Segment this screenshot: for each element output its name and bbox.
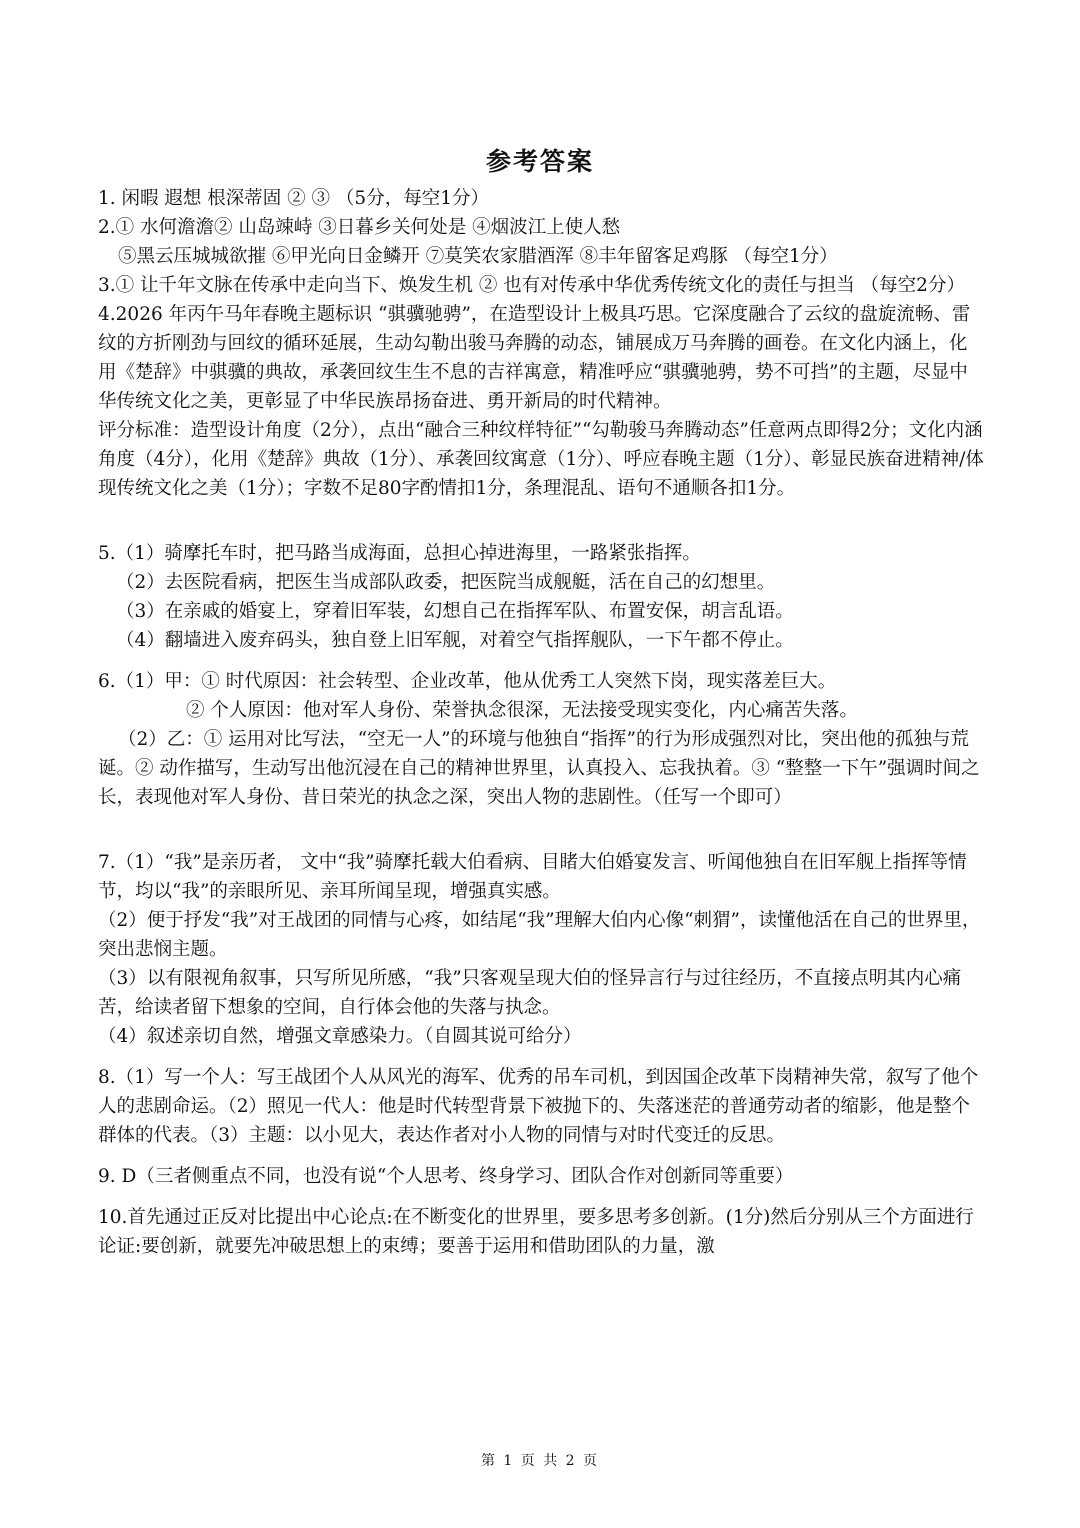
answer-3: 3.① 让千年文脉在传承中走向当下、焕发生机 ② 也有对传承中华优秀传统文化的责任与担当 （每空2分） [98,275,965,296]
answer-7-item-1: 7.（1）“我”是亲历者， 文中“我”骑摩托载大伯看病、目睹大伯婚宴发言、听闻他独自在旧军舰上指挥等情节，均以“我”的亲眼所见、亲耳所闻呈现，增强真实感。 [98,852,967,902]
spacer [98,1150,984,1162]
answer-4: 4.2026 年丙午马年春晚主题标识 “骐骥驰骋”，在造型设计上极具巧思。它深度融合了云纹的盘旋流畅、雷纹的方折刚劲与回纹的循环延展，生动勾勒出骏马奔腾的动态，铺展成万马奔腾的画卷。在文化内涵上，化用《楚辞》中骐骥的典故，承袭回纹生生不息的吉祥寓意，精准呼应“骐骥驰骋，势不可挡”的主题，尽显中华传统文化之美，更彰显了中华民族昂扬奋进、勇开新局的时代精神。 [98,304,971,412]
page-title: 参考答案 [485,147,594,176]
spacer [98,1191,984,1203]
answer-6-part-1b: ② 个人原因：他对军人身份、荣誉执念很深，无法接受现实变化，内心痛苦失落。 [186,700,858,721]
page-number: 第 1 页 共 2 页 [480,1453,600,1469]
answer-5-item-4: （4）翻墙进入废弃码头，独自登上旧军舰，对着空气指挥舰队，一下午都不停止。 [116,630,794,651]
spacer [98,503,984,539]
answer-2-line-1: 2.① 水何澹澹② 山岛竦峙 ③日暮乡关何处是 ④烟波江上使人愁 [98,217,621,238]
answer-10: 10.首先通过正反对比提出中心论点:在不断变化的世界里，要多思考多创新。(1分)然后分别从三个方面进行论证:要创新，就要先冲破思想上的束缚；要善于运用和借助团队的力量，激 [98,1207,974,1257]
answer-5-item-1: 5.（1）骑摩托车时，把马路当成海面，总担心掉进海里，一路紧张指挥。 [98,543,701,564]
answer-7-item-2: （2）便于抒发“我”对王战团的同情与心疼，如结尾“我”理解大伯内心像“刺猬”，读懂他活在自己的世界里，突出悲悯主题。 [98,910,981,960]
spacer [98,812,984,848]
answer-9: 9. D（三者侧重点不同，也没有说“个人思考、终身学习、团队合作对创新同等重要） [98,1166,794,1187]
answer-6-part-1: 6.（1）甲：① 时代原因：社会转型、企业改革，他从优秀工人突然下岗，现实落差巨大。 [98,671,837,692]
answer-content [98,184,984,1261]
answer-5-item-3: （3）在亲戚的婚宴上，穿着旧军装，幻想自己在指挥军队、布置安保，胡言乱语。 [116,601,794,622]
answer-1: 1. 闲暇 遐想 根深蒂固 ② ③ （5分，每空1分） [98,188,489,209]
spacer [98,655,984,667]
answer-2-line-2: ⑤黑云压城城欲摧 ⑥甲光向日金鳞开 ⑦莫笑农家腊酒浑 ⑧丰年留客足鸡豚 （每空1分） [118,246,838,267]
answer-6-part-2: （2）乙：① 运用对比写法，“空无一人”的环境与他独自“指挥”的行为形成强烈对比，突出他的孤独与荒诞。② 动作描写，生动写出他沉浸在自己的精神世界里，认真投入、忘我执着。③ “整整一下午”强调时间之长，表现他对军人身份、昔日荣光的执念之深，突出人物的悲剧性。（任写一个即可） [98,729,980,808]
spacer [98,1051,984,1063]
answer-8: 8.（1）写一个人：写王战团个人从风光的海军、优秀的吊车司机，到因国企改革下岗精神失常，叙写了他个人的悲剧命运。（2）照见一代人：他是时代转型背景下被抛下的、失落迷茫的普通劳动者的缩影，他是整个群体的代表。（3）主题：以小见大，表达作者对小人物的同情与对时代变迁的反思。 [98,1067,979,1146]
answer-7-item-4: （4）叙述亲切自然，增强文章感染力。（自圆其说可给分） [98,1026,582,1047]
answer-5-item-2: （2）去医院看病，把医生当成部队政委，把医院当成舰艇，活在自己的幻想里。 [116,572,776,593]
answer-7-item-3: （3）以有限视角叙事，只写所见所感，“我”只客观呈现大伯的怪异言行与过往经历，不直接点明其内心痛苦，给读者留下想象的空间，自行体会他的失落与执念。 [98,968,962,1018]
answer-4-scoring: 评分标准：造型设计角度（2分），点出“融合三种纹样特征”“勾勒骏马奔腾动态”任意两点即得2分；文化内涵角度（4分），化用《楚辞》典故（1分）、承袭回纹寓意（1分）、呼应春晚主题（1分）、彰显民族奋进精神/体现传统文化之美（1分）；字数不足80字酌情扣1分，条理混乱、语句不通顺各扣1分。 [98,420,984,499]
